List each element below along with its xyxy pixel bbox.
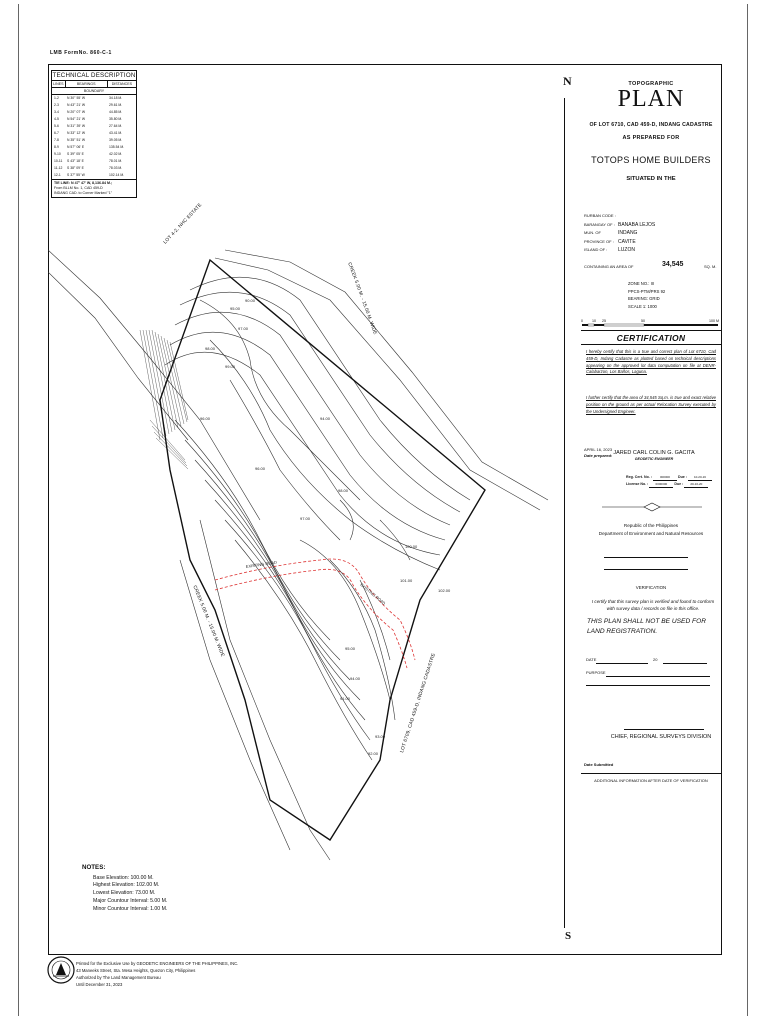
creek-bank-right [225,250,548,500]
distance-cell: 27.64 M. [109,124,123,128]
distance-cell: 78.01 M. [109,159,123,163]
scale-tick: 0 [581,319,583,323]
line-cell: 12-1 [54,173,61,177]
location-label: BARANGAY OF : [584,221,615,227]
contour-label: 93.00 [375,734,386,739]
scale-tick: 50 [641,319,645,323]
area-row [584,261,720,269]
line-cell: 3-4 [54,110,59,114]
creek-bank-right [215,258,540,510]
plan-notes [82,864,167,913]
line-cell: 6-7 [54,131,59,135]
contour-label: 98.00 [338,488,349,493]
projection-info [628,280,665,310]
certification-title: CERTIFICATION [616,333,686,343]
north-arrow-label: N [563,74,572,88]
scale-bar [581,318,721,330]
footer-line: 43 Maneeks Street, Sta. Mesa Heights, Quezon City, Philippines [76,968,196,973]
location-row [584,221,714,230]
divider [581,344,721,345]
reg-number: 000000 [653,474,677,481]
table-row [52,95,136,102]
note-item: Lowest Elevation: 73.00 M. [93,890,156,897]
location-value: BANABA LEJOS [618,221,656,228]
prepared-for-label: AS PREPARED FOR [622,135,680,141]
meridian-line [564,98,565,928]
line-cell: 4-5 [54,117,59,121]
date-field [586,657,596,662]
bearing-cell: N 43° 21' W [67,103,86,107]
road-edge-bottom [180,560,290,850]
divider-ornament [602,500,702,514]
tie-line-text: From BLLM No. 1, CAD 459-D [54,186,103,190]
footer-line: Until December 31, 2023 [76,982,123,987]
contour-label: 101.00 [400,578,413,583]
bearing-cell: N 35° 51' W [67,138,86,142]
line-cell: 7-8 [54,138,59,142]
divider [581,330,721,331]
location-row [584,212,714,221]
line-cell: 11-12 [54,166,63,170]
adjacent-lot-label: LOT 6709, CAD 459-D, INDANG CADASTRE [400,652,438,754]
engineer-title: GEODETIC ENGINEER [634,457,674,461]
engineer-name: JARED CARL COLIN G. GACITA [613,450,695,456]
location-value: CAVITE [618,238,636,245]
distance-cell: 39.05 M. [109,138,123,142]
contour-label: 96.00 [255,466,266,471]
tie-line [52,180,136,197]
line-cell: 2-3 [54,103,59,107]
plan-type: TOPOGRAPHIC [628,81,674,87]
zone-line: ZONE NO.: III [628,281,655,286]
distance-cell: 44.85 M. [109,110,123,114]
table-row [52,137,136,144]
location-details [584,212,714,255]
distance-cell: 43.41 M. [109,131,123,135]
contour-label: 95.00 [345,646,356,651]
due-date: 10-20-16 [688,474,712,481]
table-row [52,158,136,165]
distance-cell: 29.61 M. [109,103,123,107]
signature-line [604,569,688,570]
column-header: DISTANCES [111,82,132,86]
reg-label: Reg. Cert. No. : [626,475,652,479]
boundary-label: BOUNDARY [52,88,136,95]
bearing-cell: N 30° 55' W [67,96,86,100]
notes-title: NOTES: [82,864,106,871]
due-label: Due : [677,475,687,479]
tie-line-text: INDANG CAD. to Corner Marked "1" [54,191,113,195]
scale-tick: 25 [602,319,606,323]
table-body [52,95,136,180]
creek-label: CREEK 5.00 M. - 15.00 M. WIDE [346,262,378,336]
location-row [584,238,714,247]
area-label: CONTAINING AN AREA OF [584,264,634,269]
title-block [581,67,721,182]
footer-line: Printed for the Exclusive Use by GEODETIC ENGINEERS OF THE PHILIPPINES, INC. [76,961,239,966]
contour-label: 94.00 [320,416,331,421]
note-item: Base Elevation: 100.00 M. [93,874,154,881]
year-prefix: 20 [653,657,658,662]
table-row [52,102,136,109]
year-line [663,663,707,664]
location-value: INDANG [618,230,638,237]
registration-warning: THIS PLAN SHALL NOT BE USED FOR LAND REGISTRATION. [587,618,706,635]
purpose-field [586,670,606,675]
distance-cell: 102.14 M. [109,173,125,177]
table-title: TECHNICAL DESCRIPTION [52,72,136,79]
certification-paragraph [586,349,716,376]
zone-line: PPCS-PTM/PRS 92 [628,288,666,294]
contour-label: 95.00 [230,306,241,311]
divider [581,773,721,774]
technical-description-table [51,70,137,198]
table-row [52,172,136,179]
chief-title: CHIEF, REGIONAL SURVEYS DIVISION [610,734,712,740]
creek-label: CREEK 5.00 M. - 15.00 M. WIDE [191,585,225,658]
line-cell: 5-6 [54,124,59,128]
table-row [52,116,136,123]
location-value: LUZON [618,247,635,254]
scale-tick: 100 M [709,319,719,323]
distance-cell: 42.02 M. [109,152,123,156]
prepared-date: APRIL 16, 2023 [584,447,613,452]
contour-label: 98.00 [205,346,216,351]
table-row [52,144,136,151]
footer-line: Authorized by The Land Management Bureau [76,975,161,980]
line-cell: 8-9 [54,145,59,149]
line-cell: 9-10 [54,152,61,156]
table-row [52,165,136,172]
contour-label: 102.00 [438,588,451,593]
table-row [52,123,136,130]
area-value: 34,545 [662,261,684,268]
purpose-line [586,685,710,686]
license-number: 0000000 [649,481,673,488]
contour-label: 100.00 [405,544,418,549]
table-header [52,81,136,88]
line-cell: 1-2 [54,96,59,100]
bearing-cell: S 39° 05' E [67,152,84,156]
contour-label: 99.00 [225,364,236,369]
certification-paragraph [586,395,716,415]
agency-header [581,522,721,538]
table-row [52,130,136,137]
date-line [596,663,648,664]
zone-line: BEARING: GRID [628,296,660,301]
verification-text: I certify that this survey plan is verified and found to conform with survey data / records on file in this office. [591,599,715,611]
contour-label: 97.00 [300,516,311,521]
location-label: ISLAND OF : [584,247,608,253]
scale-tick: 10 [592,319,596,323]
republic-line: Republic of the Philippines [623,523,679,528]
bearing-cell: S 38° 09' E [67,166,84,170]
situated-label: SITUATED IN THE [626,176,676,182]
department-line: Department of Environment and Natural Resources [598,531,704,536]
note-item: Highest Elevation: 102.00 M. [93,882,160,889]
table-row [52,151,136,158]
distance-cell: 34.18 M. [109,96,123,100]
note-item: Minor Countour Interval: 1.00 M. [93,905,168,912]
tie-line-text: TIE LINE: N 47° 47' W, 8,136.84 M.; [54,181,113,185]
location-label: MUN. OF [584,230,601,236]
distance-cell: 78.03 M. [109,166,123,170]
south-arrow-label: S [565,930,572,942]
client-name: TOTOPS HOME BUILDERS [591,155,711,165]
bearing-cell: N 57° 06' E [67,145,85,149]
lot-description: OF LOT 6710, CAD 459-D, INDANG CADASTRE [589,122,713,128]
form-number: LMB FormNo. 860-C-1 [50,50,112,56]
contour-label: 90.00 [245,298,256,303]
distance-cell: 35.80 M. [109,117,123,121]
zone-line: SCALE 1: 1000 [628,303,657,309]
bearing-cell: N 54° 21' W [67,117,86,121]
contour-label: 91.00 [340,696,351,701]
footer-imprint [76,960,238,988]
plan-title: PLAN [617,86,685,112]
purpose-line [606,676,710,677]
road-label: EXISTING ROAD [245,559,278,569]
location-row [584,246,714,255]
column-header: BEARINGS [66,81,108,87]
prepared-label: Date prepared: [584,453,613,458]
gep-seal-icon [47,956,75,984]
contour-label: 94.00 [350,676,361,681]
distance-cell: 135.54 M. [109,145,125,149]
contour-label: 92.00 [368,751,379,756]
certification-text: I further certify that the area of 34,545 Sq.m. is true and exact relative position on the ground as per actual Relocation Survey executed by the Undersigned Engineer. [586,395,716,414]
engineer-signature [604,450,704,461]
signature-line [604,557,688,558]
adjacent-lot-label: LOT 4-2, NHC ESTATE [163,202,204,246]
bearing-cell: N 31° 39' W [67,124,86,128]
bearing-cell: S 43° 18' E [67,159,84,163]
additional-info-label: ADDITIONAL INFORMATION AFTER DATE OF VERIFICATION [594,778,708,783]
area-unit: SQ. M. [704,264,717,269]
contour-label: 97.00 [238,326,249,331]
registration-info [626,474,712,488]
location-label: RURBAN CODE : [584,213,616,218]
purpose-label: PURPOSE [586,670,606,675]
license-label: License No. : [626,482,649,486]
due-date: 20-10-20 [684,481,708,488]
date-label: DATE [586,657,597,662]
bearing-cell: N 33° 12' W [67,131,86,135]
contour-label: 96.00 [200,416,211,421]
existing-road-path [215,559,415,660]
table-row [52,109,136,116]
verification-title: VERIFICATION [635,585,667,590]
road-edge-left [48,250,260,520]
existing-road-path [215,569,407,668]
bearing-cell: N 20° 07' W [67,110,86,114]
bearing-cell: S 37° 55' W [67,173,85,177]
column-header: LINES [52,81,66,87]
line-cell: 10-11 [54,159,63,163]
date-submitted-label: Date Submitted [584,762,614,767]
due-label: Due : [674,482,684,486]
road-label: EXISTING ROAD [359,581,387,606]
road-edge-left [48,272,188,440]
certification-text: I hereby certify that this is a true and correct plan of Lot 6710, Cad 459-D, Indang Cadastre as plotted based on technical descriptions appearing on the approved lot data computation on file at DENR-Calabarzon, Los Baños, Laguna. [586,349,716,375]
note-item: Major Countour Interval: 5.00 M. [93,897,168,904]
signature-line [624,729,704,730]
location-row [584,229,714,238]
location-label: PROVINCE OF : [584,238,614,244]
